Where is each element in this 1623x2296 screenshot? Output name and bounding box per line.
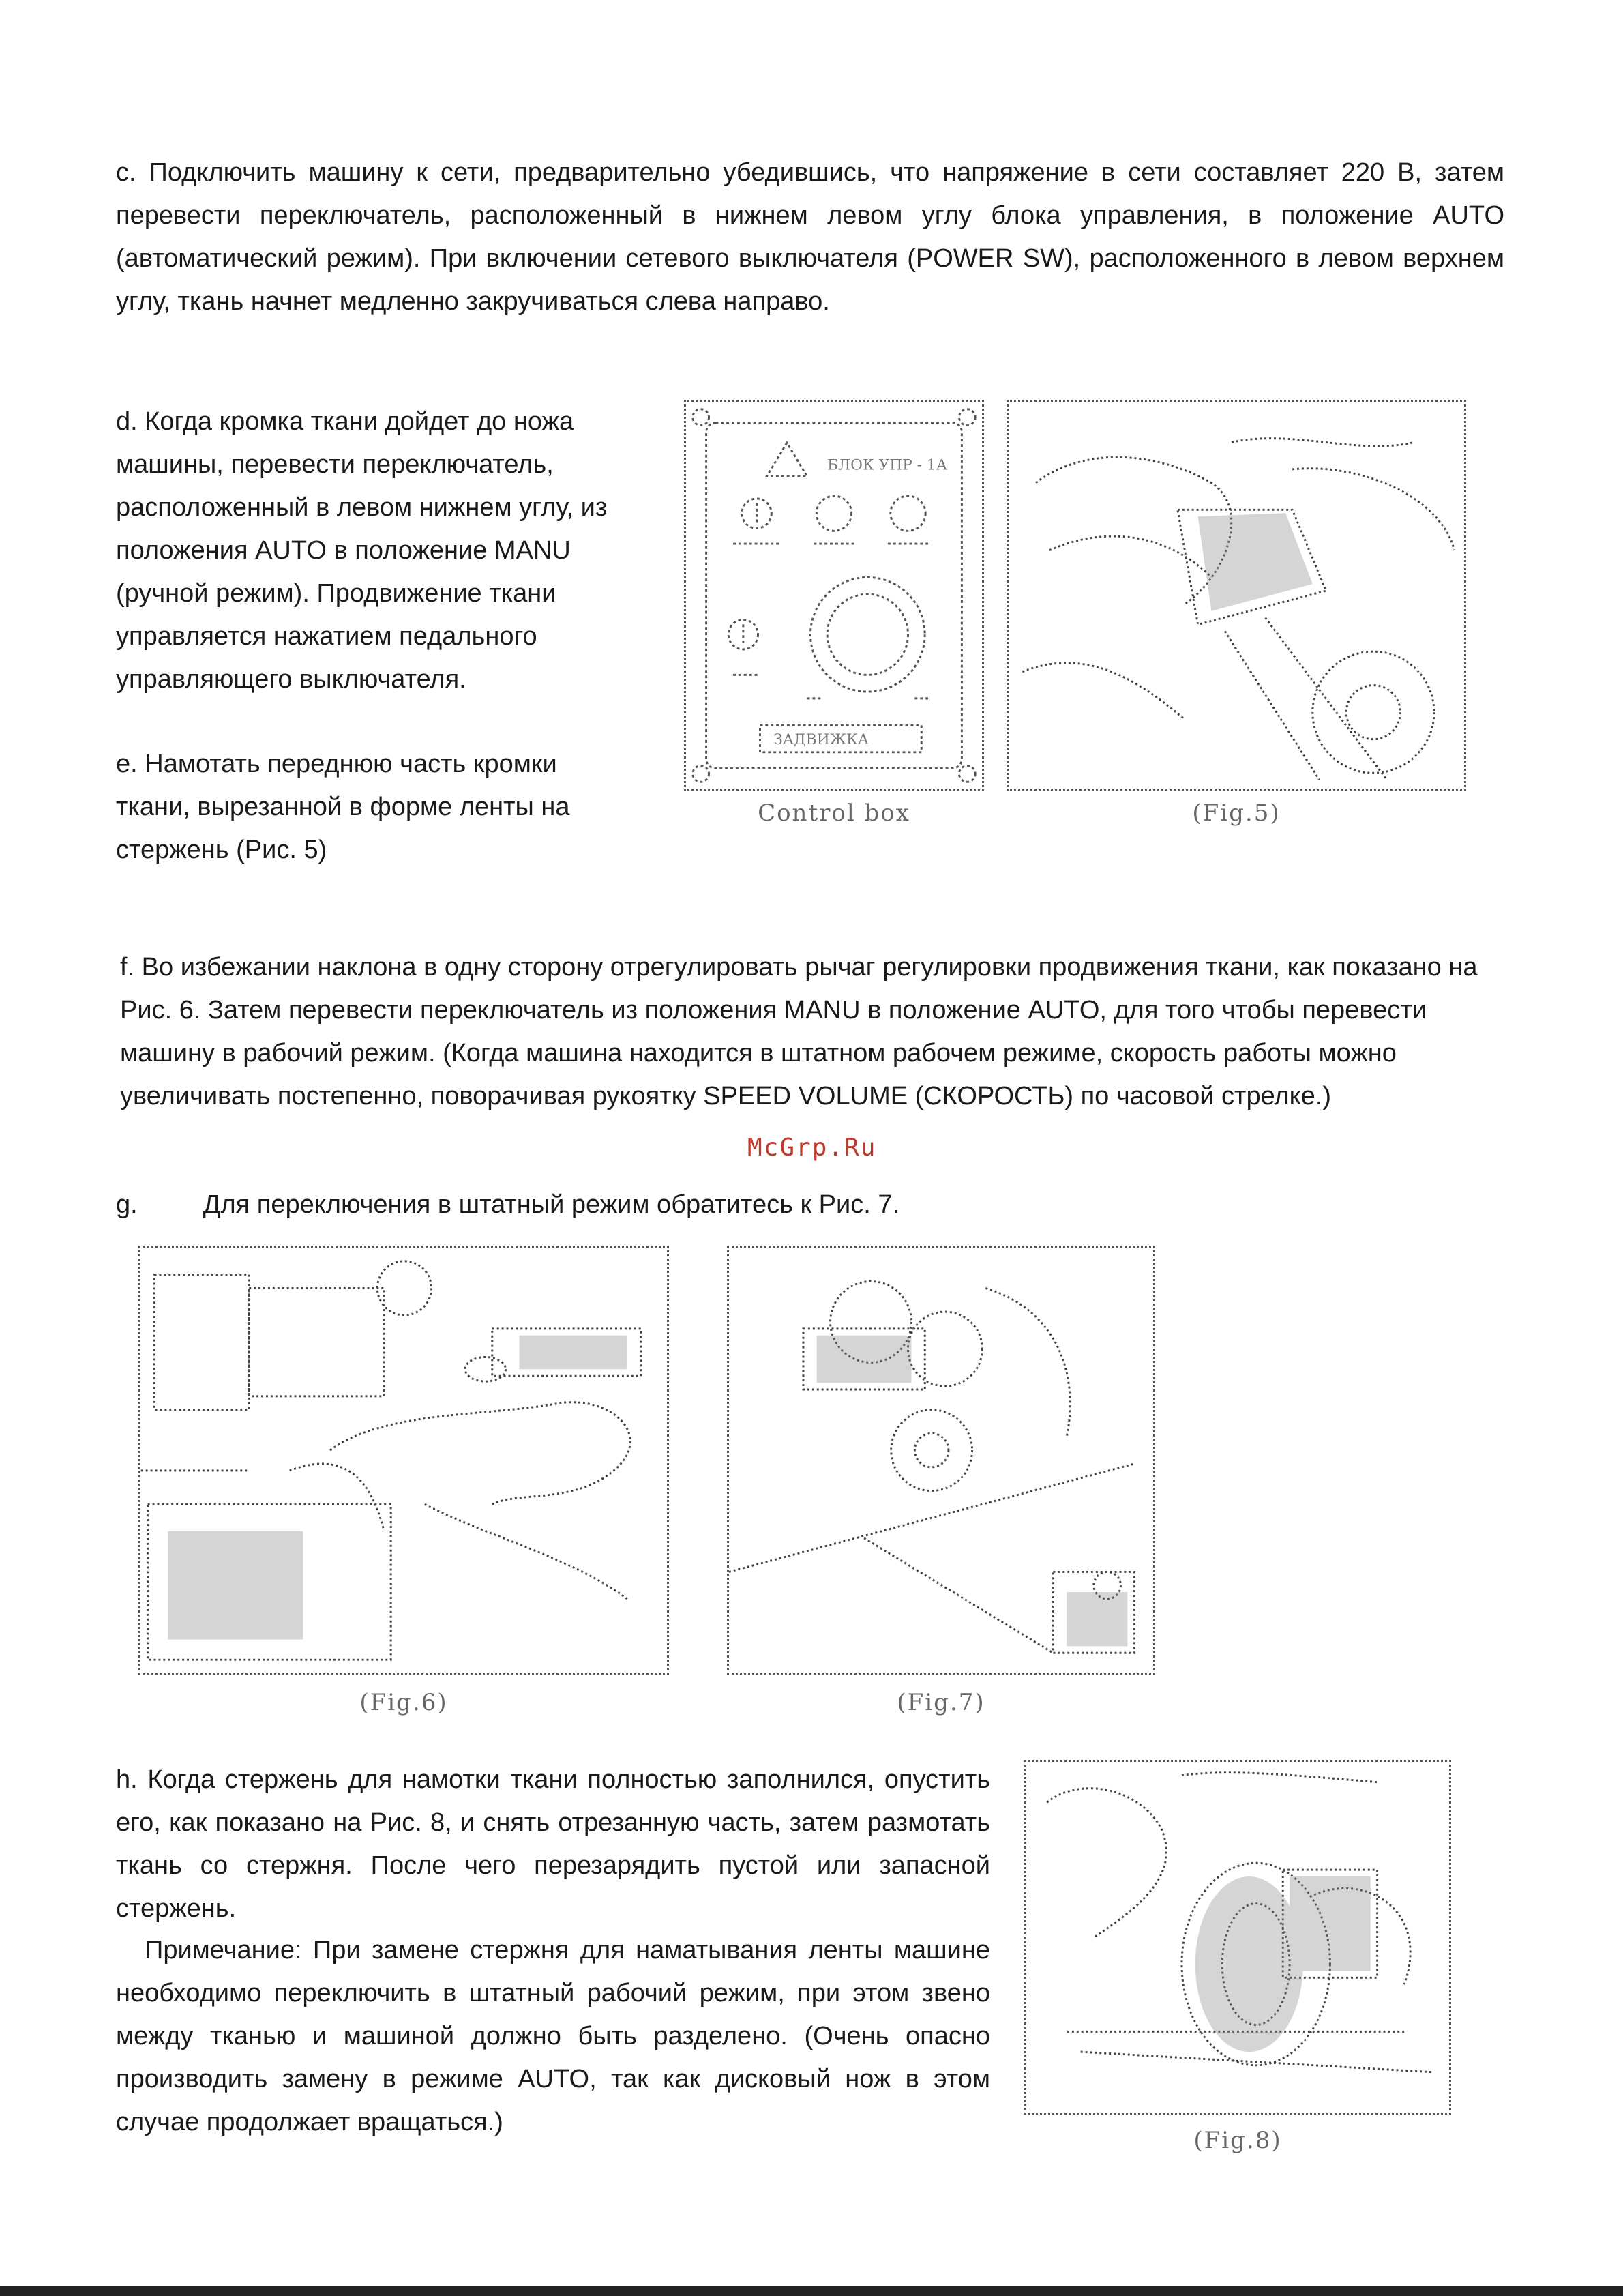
- fig5-caption: (Fig.5): [1192, 799, 1281, 827]
- fig8-caption: (Fig.8): [1193, 2127, 1282, 2154]
- fig7-illustration: [729, 1248, 1153, 1673]
- bottom-rule: [0, 2286, 1623, 2296]
- paragraph-g-text: Для переключения в штатный режим обратитесь к Рис. 7.: [203, 1190, 900, 1219]
- paragraph-c: c. Подключить машину к сети, предварительно убедившись, что напряжение в сети составляет 220 В, затем перевести переключатель, расположенный в нижнем левом углу блока управления, в положение AUTO (автоматический режим). При включении сетевого выключателя (POWER SW), расположенного в левом верхнем углу, ткань начнет медленно закручиваться слева направо.: [116, 158, 1504, 316]
- watermark: McGrp.Ru: [747, 1134, 877, 1162]
- control-box-label: БЛОК УПР - 1А: [827, 456, 948, 474]
- paragraph-d: d. Когда кромка ткани дойдет до ножа машины, перевести переключатель, расположенный в левом нижнем углу, из положения AUTO в положение MANU (ручной режим). Продвижение ткани управляется нажатием педального управляющего выключателя.: [116, 407, 608, 694]
- paragraph-h: h. Когда стержень для намотки ткани полностью заполнился, опустить его, как показано на Рис. 8, и снять отрезанную часть, затем размотать ткань со стержня. После чего перезарядить пустой или запасной стержень.: [116, 1765, 990, 1923]
- fig7-caption: (Fig.7): [897, 1689, 985, 1716]
- fig5-figure: [1007, 400, 1466, 791]
- fig6-caption: (Fig.6): [359, 1689, 448, 1716]
- paragraph-e: e. Намотать переднюю часть кромки ткани, вырезанной в форме ленты на стержень (Рис. 5): [116, 750, 570, 864]
- fig7-figure: [727, 1246, 1155, 1675]
- fig8-figure: [1024, 1760, 1451, 2115]
- control-box-caption: Control box: [758, 799, 910, 827]
- control-box-illustration: [686, 402, 982, 789]
- fig6-illustration: [140, 1248, 667, 1673]
- paragraph-note: Примечание: При замене стержня для наматывания ленты машине необходимо переключить в штатный рабочий режим, при этом звено между тканью и машиной должно быть разделено. (Очень опасно производить замену в режиме AUTO, так как дисковый нож в этом случае продолжает вращаться.): [116, 1936, 990, 2136]
- paragraph-g: [116, 1183, 1207, 1226]
- control-box-figure: [684, 400, 984, 791]
- paragraph-f: f. Во избежании наклона в одну сторону отрегулировать рычаг регулировки продвижения ткани, как показано на Рис. 6. Затем перевести переключатель из положения MANU в положение AUTO, для того чтобы перевести машину в рабочий режим. (Когда машина находится в штатном рабочем режиме, скорость работы можно увеличивать постепенно, поворачивая рукоятку SPEED VOLUME (СКОРОСТЬ) по часовой стрелке.): [120, 953, 1478, 1110]
- fig5-illustration: [1009, 402, 1464, 789]
- fig8-illustration: [1026, 1762, 1449, 2113]
- fig6-figure: [138, 1246, 669, 1675]
- paragraph-g-label: g.: [116, 1190, 138, 1219]
- control-box-bottom-label: ЗАДВИЖКА: [773, 731, 869, 748]
